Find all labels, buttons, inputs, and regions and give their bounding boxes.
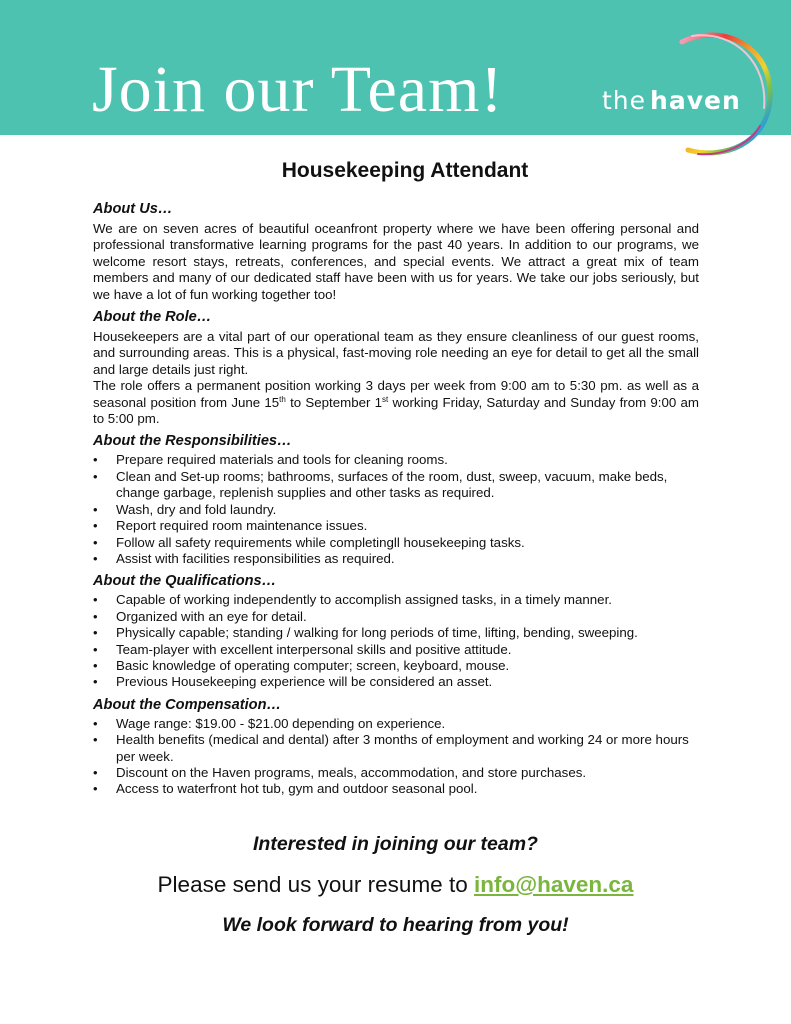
list-item: • Organized with an eye for detail.	[93, 609, 699, 625]
haven-logo	[602, 86, 741, 115]
responsibilities-list	[93, 452, 699, 567]
list-item: • Report required room maintenance issues.	[93, 518, 699, 534]
about-role-heading: About the Role…	[93, 309, 212, 326]
compensation-list	[93, 716, 699, 798]
list-item: • Physically capable; standing / walking for long periods of time, lifting, bending, sweeping.	[93, 625, 699, 641]
send-resume-line	[0, 871, 791, 899]
list-item: • Wage range: $19.00 - $21.00 depending on experience.	[93, 716, 699, 732]
list-item: • Clean and Set-up rooms; bathrooms, surfaces of the room, dust, sweep, vacuum, make beds, change garbage, replenish supplies and other tasks as required.	[93, 469, 699, 502]
logo-the: the	[602, 86, 647, 115]
responsibilities-heading: About the Responsibilities…	[93, 433, 292, 450]
closing-line: We look forward to hearing from you!	[222, 914, 569, 936]
list-item: • Basic knowledge of operating computer; screen, keyboard, mouse.	[93, 658, 699, 674]
list-item: • Health benefits (medical and dental) after 3 months of employment and working 24 or more hours per week.	[93, 732, 699, 765]
list-item: • Team-player with excellent interpersonal skills and positive attitude.	[93, 642, 699, 658]
list-item: • Wash, dry and fold laundry.	[93, 502, 699, 518]
list-item: • Discount on the Haven programs, meals, accommodation, and store purchases.	[93, 765, 699, 781]
about-role-text: Housekeepers are a vital part of our operational team as they ensure cleanliness of our guest rooms, and surrounding areas. This is a physical, fast-moving role needing an eye for detail to get all the small and large details just right.	[93, 329, 699, 377]
about-us-heading: About Us…	[93, 201, 173, 217]
compensation-heading: About the Compensation…	[93, 696, 282, 713]
about-role-schedule: The role offers a permanent position working 3 days per week from 9:00 am to 5:30 pm. as well as a seasonal position from June 15th to September 1st working Friday, Saturday and Sunday from 9:00 am to 5:00 pm.	[93, 378, 699, 427]
interested-heading: Interested in joining our team?	[253, 833, 538, 855]
send-resume-text: Please send us your resume to	[157, 872, 474, 897]
header-banner	[0, 0, 791, 135]
list-item: • Assist with facilities responsibilities as required.	[93, 551, 699, 567]
list-item: • Follow all safety requirements while completingll housekeeping tasks.	[93, 535, 699, 551]
list-item: • Previous Housekeeping experience will be considered an asset.	[93, 674, 699, 690]
email-link[interactable]: info@haven.ca	[473, 872, 634, 897]
job-content	[93, 200, 699, 798]
logo-haven: haven	[650, 86, 741, 115]
list-item: • Prepare required materials and tools for cleaning rooms.	[93, 452, 699, 468]
list-item: • Access to waterfront hot tub, gym and outdoor seasonal pool.	[93, 781, 699, 797]
about-us-text: We are on seven acres of beautiful oceanfront property where we have been offering personal and professional transformative learning programs for the past 40 years. In addition to our programs, we welcome resort stays, retreats, conferences, and special events. We attract a great mix of team members and many of our dedicated staff have been with us for years. We take our jobs seriously, but we have a lot of fun working together too!	[93, 221, 699, 302]
list-item: • Capable of working independently to accomplish assigned tasks, in a timely manner.	[93, 592, 699, 608]
qualifications-list	[93, 592, 699, 690]
qualifications-heading: About the Qualifications…	[93, 573, 277, 590]
banner-title: Join our Team!	[92, 53, 504, 126]
job-title: Housekeeping Attendant	[281, 159, 529, 182]
